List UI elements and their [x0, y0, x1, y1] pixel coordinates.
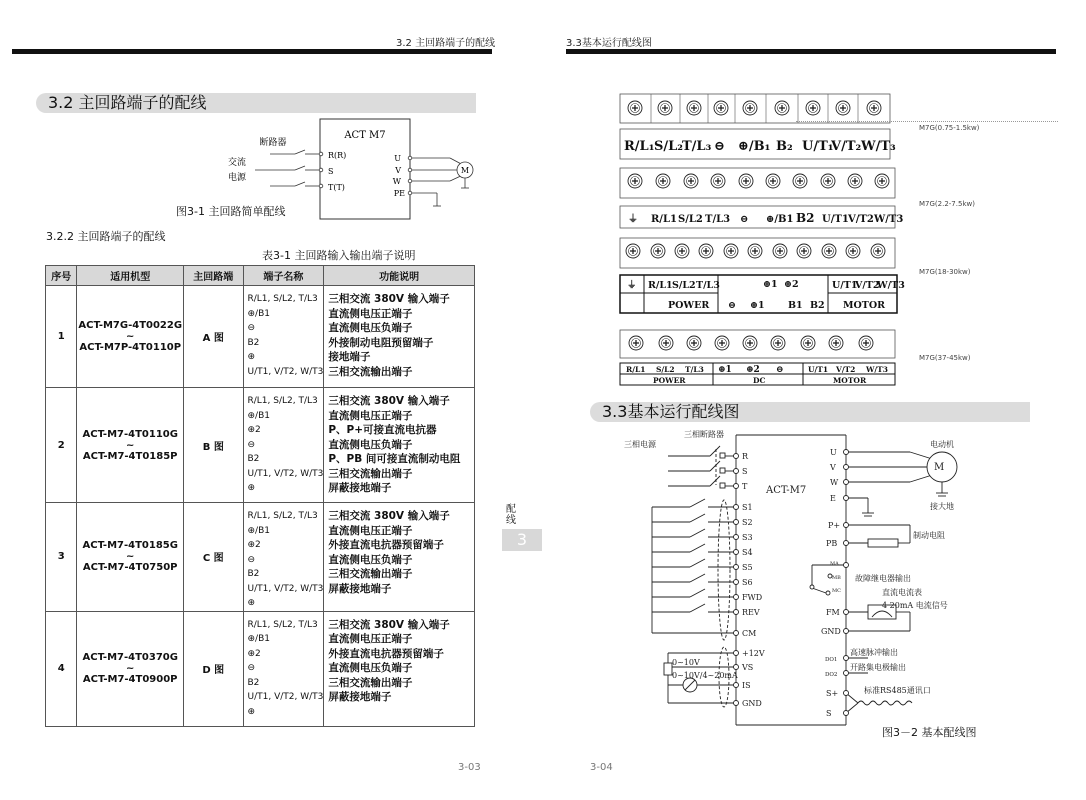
table-row [46, 286, 475, 388]
table-3-1-caption: 表3-1 主回路输入输出端子说明 [262, 249, 416, 262]
right-page-number: 3-04 [590, 762, 613, 773]
svg-text:POWER: POWER [653, 376, 686, 385]
svg-text:S3: S3 [742, 533, 753, 542]
drive-label: ACT M7 [344, 130, 386, 141]
svg-text:开路集电极输出: 开路集电极输出 [850, 663, 906, 672]
svg-text:V/T₂: V/T₂ [831, 139, 862, 154]
svg-text:DO1: DO1 [825, 657, 838, 663]
row-model: ACT-M7-4T0110G ~ ACT-M7-4T0185P [77, 388, 184, 503]
row-model: ACT-M7-4T0185G ~ ACT-M7-4T0750P [77, 503, 184, 612]
svg-text:U: U [394, 154, 401, 163]
svg-text:4 20mA 电流信号: 4 20mA 电流信号 [882, 601, 948, 610]
svg-text:直流电流表: 直流电流表 [882, 588, 922, 597]
svg-text:三相电源: 三相电源 [624, 440, 656, 449]
svg-text:B2: B2 [796, 211, 815, 225]
svg-text:S: S [826, 709, 832, 718]
right-header-rule [566, 49, 1056, 54]
row-no: 3 [46, 503, 77, 612]
svg-text:⊕/B1: ⊕/B1 [766, 214, 794, 225]
svg-text:S: S [742, 467, 748, 476]
svg-text:B1: B1 [788, 300, 803, 311]
svg-text:GND: GND [742, 699, 762, 708]
svg-text:FWD: FWD [742, 593, 763, 602]
svg-text:S: S [328, 167, 334, 176]
svg-text:W/T3: W/T3 [866, 365, 888, 374]
terminal-block-2 [620, 168, 903, 228]
right-running-head: 3.3基本运行配线图 [566, 38, 652, 49]
svg-text:R/L1: R/L1 [648, 280, 673, 291]
block-1-model: M7G(0.75-1.5kw) [919, 124, 980, 132]
svg-text:ACT-M7: ACT-M7 [766, 485, 807, 496]
svg-text:R/L₁: R/L₁ [624, 139, 655, 154]
svg-text:⊖: ⊖ [740, 214, 749, 225]
figure-3-2-wiring-diagram [620, 425, 1040, 745]
svg-text:PB: PB [826, 539, 838, 548]
svg-text:标准RS485通讯口: 标准RS485通讯口 [864, 686, 931, 695]
svg-text:S/L₂: S/L₂ [654, 139, 683, 154]
svg-text:VS: VS [742, 663, 754, 672]
svg-text:MA: MA [830, 561, 839, 567]
svg-text:T/L3: T/L3 [705, 214, 731, 225]
svg-text:⊕1: ⊕1 [750, 300, 765, 311]
svg-text:高速脉冲输出: 高速脉冲输出 [850, 648, 898, 657]
dotted-leader [796, 121, 1058, 122]
svg-text:接大地: 接大地 [930, 502, 954, 511]
svg-text:S6: S6 [742, 578, 753, 587]
svg-text:T(T): T(T) [328, 183, 345, 192]
subsection-title-3-2-2: 3.2.2 主回路端子的配线 [46, 230, 166, 243]
header-main-circuit: 主回路端 [184, 266, 243, 286]
svg-text:电动机: 电动机 [930, 440, 954, 449]
row-diagram: D 图 [184, 611, 243, 726]
svg-text:S5: S5 [742, 563, 753, 572]
svg-text:R(R): R(R) [328, 151, 347, 160]
svg-text:DC: DC [753, 376, 766, 385]
svg-text:⏚: ⏚ [627, 280, 637, 291]
svg-text:W: W [830, 478, 839, 487]
svg-text:V/T2: V/T2 [848, 214, 874, 225]
svg-text:U: U [830, 448, 837, 457]
svg-text:S/L2: S/L2 [678, 214, 703, 225]
chapter-tab-label: 配线 [506, 504, 516, 526]
svg-text:V/T2: V/T2 [855, 280, 880, 291]
svg-text:+12V: +12V [742, 649, 765, 658]
row-diagram: A 图 [184, 286, 243, 388]
svg-text:W/T3: W/T3 [877, 280, 905, 291]
svg-text:V: V [395, 166, 401, 175]
figure-3-1-caption: 图3-1 主回路简单配线 [176, 205, 286, 218]
svg-text:U/T1: U/T1 [808, 365, 829, 374]
svg-text:IS: IS [742, 681, 751, 690]
row-model: ACT-M7G-4T0022G ~ ACT-M7P-4T0110P [77, 286, 184, 388]
svg-text:T: T [742, 482, 748, 491]
svg-text:FM: FM [826, 608, 840, 617]
terminal-block-diagrams [618, 92, 908, 392]
svg-text:MOTOR: MOTOR [843, 300, 886, 311]
svg-text:W/T3: W/T3 [874, 214, 904, 225]
row-no: 4 [46, 611, 77, 726]
svg-text:⊖: ⊖ [728, 300, 736, 311]
svg-text:交流: 交流 [227, 158, 247, 168]
svg-text:⊕2: ⊕2 [746, 365, 760, 375]
svg-text:REV: REV [742, 608, 760, 617]
svg-text:⊕1: ⊕1 [763, 279, 778, 290]
row-terminal-names: R/L1, S/L2, T/L3 ⊕/B1 ⊖ B2 ⊕ U/T1, V/T2, W/T3 [243, 286, 324, 388]
section-title-3-3: 3.3基本运行配线图 [590, 402, 1030, 422]
svg-text:⊖: ⊖ [714, 139, 725, 154]
figure-3-2-caption: 图3－2 基本配线图 [882, 726, 977, 739]
svg-text:POWER: POWER [668, 300, 710, 311]
header-no: 序号 [46, 266, 77, 286]
svg-text:故障继电器输出: 故障继电器输出 [855, 574, 911, 583]
terminal-table [45, 265, 475, 727]
svg-text:DO2: DO2 [825, 672, 838, 678]
svg-text:S/L2: S/L2 [672, 280, 696, 291]
svg-text:T/L3: T/L3 [685, 365, 704, 374]
svg-text:PE: PE [393, 189, 405, 198]
svg-text:⊕2: ⊕2 [784, 279, 799, 290]
svg-text:W/T₃: W/T₃ [861, 139, 896, 154]
svg-text:T/L3: T/L3 [696, 280, 720, 291]
block-4-model: M7G(37-45kw) [919, 354, 971, 362]
svg-text:R/L1: R/L1 [626, 365, 646, 374]
chapter-tab-number[interactable]: 3 [502, 529, 542, 551]
row-functions: 三相交流 380V 输入端子 直流侧电压正端子 外接直流电抗器预留端子 直流侧电压负端子 三相交流输出端子 屏蔽接地端子 [324, 611, 475, 726]
svg-text:M: M [460, 166, 470, 175]
row-diagram: B 图 [184, 388, 243, 503]
row-terminal-names: R/L1, S/L2, T/L3 ⊕/B1 ⊕2 ⊖ B2 U/T1, V/T2, W/T3 ⊕ [243, 611, 324, 726]
row-functions: 三相交流 380V 输入端子 直流侧电压正端子 直流侧电压负端子 外接制动电阻预留端子 接地端子 三相交流输出端子 [324, 286, 475, 388]
svg-text:P+: P+ [828, 521, 841, 530]
svg-text:E: E [830, 494, 836, 503]
svg-text:R/L1: R/L1 [651, 214, 677, 225]
block-3-model: M7G(18-30kw) [919, 268, 971, 276]
svg-text:M: M [934, 462, 945, 473]
left-header-rule [12, 49, 492, 54]
svg-text:S2: S2 [742, 518, 753, 527]
svg-text:⊕1: ⊕1 [718, 365, 732, 375]
section-title-3-2: 3.2 主回路端子的配线 [36, 93, 476, 113]
svg-text:V/T2: V/T2 [836, 365, 856, 374]
row-no: 2 [46, 388, 77, 503]
left-running-head: 3.2 主回路端子的配线 [396, 38, 496, 49]
row-no: 1 [46, 286, 77, 388]
table-row [46, 388, 475, 503]
header-function: 功能说明 [324, 266, 475, 286]
svg-text:MB: MB [832, 575, 841, 581]
svg-text:B₂: B₂ [776, 139, 793, 154]
svg-text:S4: S4 [742, 548, 753, 557]
svg-text:W: W [392, 177, 401, 186]
svg-text:⊕/B₁: ⊕/B₁ [738, 139, 771, 154]
svg-text:三相断路器: 三相断路器 [684, 430, 724, 439]
row-terminal-names: R/L1, S/L2, T/L3 ⊕/B1 ⊕2 ⊖ B2 U/T1, V/T2, W/T3 ⊕ [243, 388, 324, 503]
svg-text:GND: GND [821, 627, 841, 636]
block-2-model: M7G(2.2-7.5kw) [919, 200, 975, 208]
svg-text:0~10V/4~20mA: 0~10V/4~20mA [672, 671, 738, 680]
row-diagram: C 图 [184, 503, 243, 612]
svg-text:U/T1: U/T1 [822, 214, 849, 225]
row-functions: 三相交流 380V 输入端子 直流侧电压正端子 P、P+可接直流电抗器 直流侧电压负端子 P、PB 间可接直流制动电阻 三相交流输出端子 屏蔽接地端子 [324, 388, 475, 503]
row-terminal-names: R/L1, S/L2, T/L3 ⊕/B1 ⊕2 ⊖ B2 U/T1, V/T2, W/T3 ⊕ [243, 503, 324, 612]
svg-text:B2: B2 [810, 300, 825, 311]
svg-text:电源: 电源 [227, 173, 247, 183]
svg-text:T/L₃: T/L₃ [682, 139, 712, 154]
table-row [46, 503, 475, 612]
svg-text:S/L2: S/L2 [656, 365, 675, 374]
terminal-block-3 [620, 238, 905, 313]
svg-text:CM: CM [742, 629, 757, 638]
row-functions: 三相交流 380V 输入端子 直流侧电压正端子 外接直流电抗器预留端子 直流侧电压负端子 三相交流输出端子 屏蔽接地端子 [324, 503, 475, 612]
svg-text:⊖: ⊖ [776, 365, 784, 375]
svg-text:V: V [830, 463, 836, 472]
svg-text:MOTOR: MOTOR [833, 376, 867, 385]
row-model: ACT-M7-4T0370G ~ ACT-M7-4T0900P [77, 611, 184, 726]
header-terminal-name: 端子名称 [243, 266, 324, 286]
terminal-block-4 [620, 330, 895, 385]
terminal-block-1 [620, 94, 896, 159]
svg-text:制动电阻: 制动电阻 [913, 531, 945, 540]
svg-text:0~10V: 0~10V [672, 658, 700, 667]
svg-text:MC: MC [832, 588, 841, 594]
header-model: 适用机型 [77, 266, 184, 286]
svg-text:S1: S1 [742, 503, 753, 512]
svg-text:断路器: 断路器 [259, 138, 287, 148]
table-header-row [46, 266, 475, 286]
svg-text:⏚: ⏚ [628, 214, 638, 225]
svg-text:U/T1: U/T1 [832, 280, 858, 291]
table-row [46, 611, 475, 726]
svg-text:U/T₁: U/T₁ [802, 139, 834, 154]
svg-text:R: R [742, 452, 749, 461]
svg-text:S+: S+ [826, 689, 839, 698]
left-page-number: 3-03 [458, 762, 481, 773]
